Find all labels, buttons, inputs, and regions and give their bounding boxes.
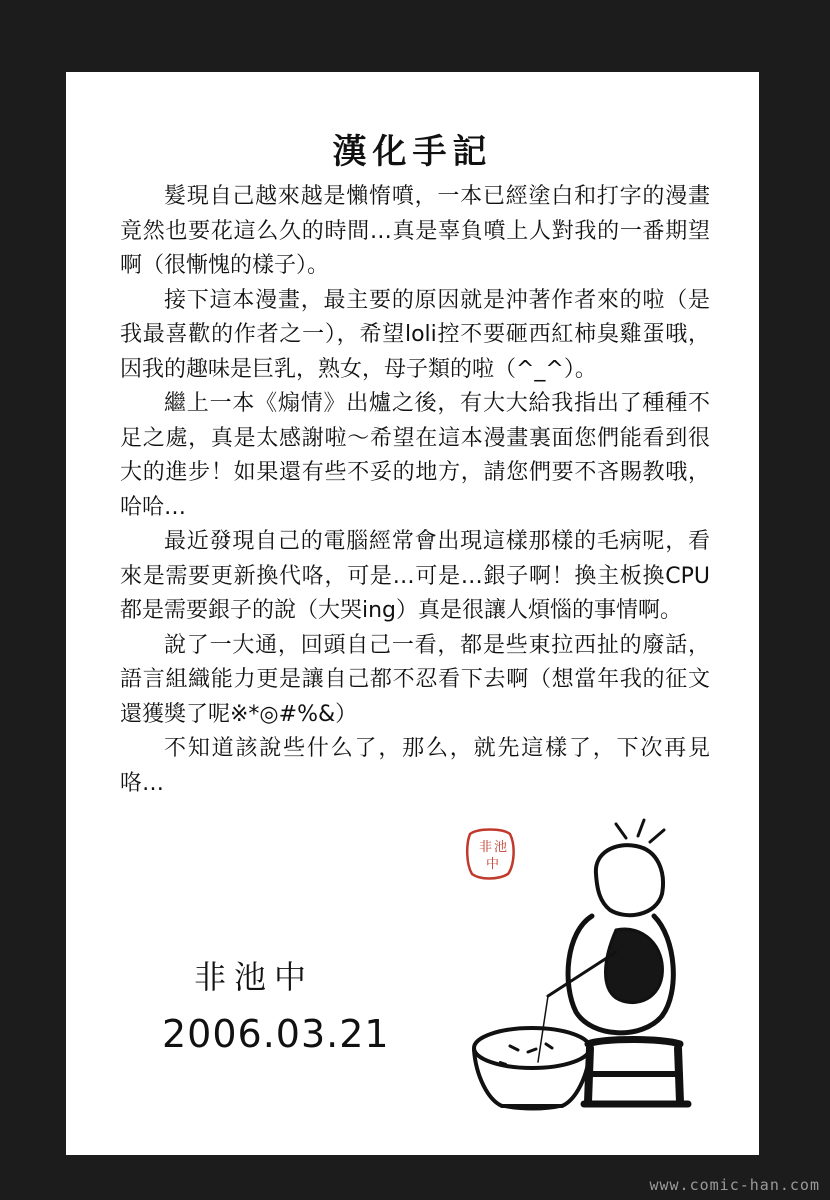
date-stamp: 2006.03.21 [162,1012,390,1056]
paragraph: 髮現自己越來越是懶惰噴，一本已經塗白和打字的漫畫竟然也要花這么久的時間…真是辜負噴上人對我的一番期望啊（很慚愧的樣子）。 [120,184,710,278]
paragraph: 繼上一本《煽情》出爐之後，有大大給我指出了種種不足之處，真是太感謝啦～希望在這本漫畫裏面您們能看到很大的進步！如果還有些不妥的地方，請您們要不吝賜教哦，哈哈… [120,391,710,520]
manga-page [66,72,759,1155]
paragraph: 說了一大通，回頭自己一看，都是些東拉西扯的廢話，語言組織能力更是讓自己都不忍看下去啊（想當年我的征文還獲獎了呢※*◎#%&） [120,632,710,727]
page-title: 漢化手記 [332,132,493,172]
red-seal-stamp [464,826,516,880]
svg-text:中: 中 [486,857,500,872]
paragraph: 不知道該說些什么了，那么，就先這樣了，下次再見咯… [120,736,710,796]
note-body [120,180,710,801]
author-signature: 非池中 [194,958,315,996]
paragraph: 最近發現自己的電腦經常會出現這樣那樣的毛病呢，看來是需要更新換代咯，可是…可是…銀子啊！換主板換CPU都是需要銀子的說（大哭ing）真是很讓人煩惱的事情啊。 [120,529,710,623]
svg-text:非: 非 [479,840,493,855]
svg-text:池: 池 [494,840,508,855]
watermark-url: www.comic-han.com [649,1176,820,1194]
paragraph: 接下這本漫畫，最主要的原因就是沖著作者來的啦（是我最喜歡的作者之一），希望loli控不要砸西紅柿臭雞蛋哦，因我的趣味是巨乳，熟女，母子類的啦（^_^）。 [120,287,710,382]
